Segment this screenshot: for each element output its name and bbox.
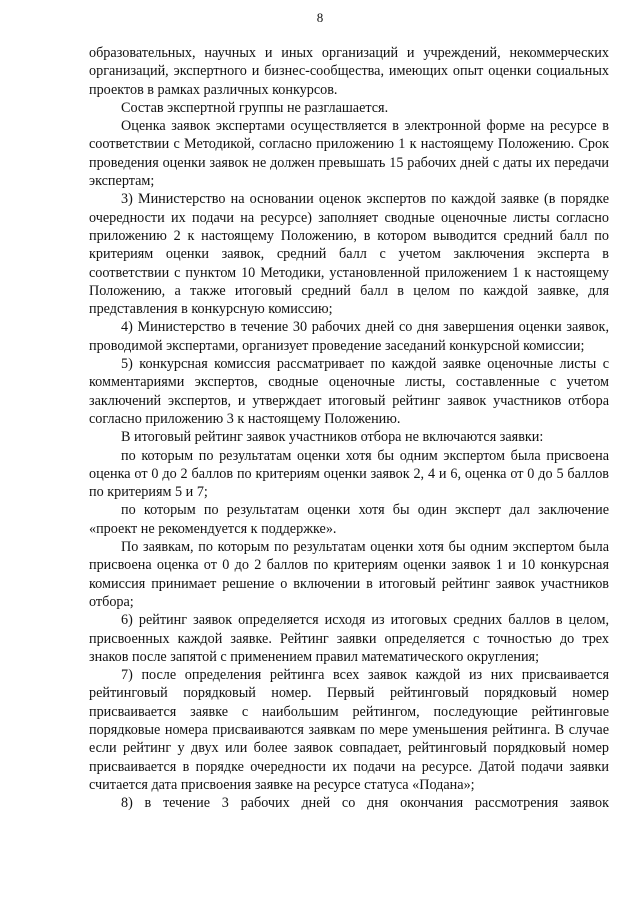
paragraph-exclusion-score: по которым по результатам оценки хотя бы одним экспертом была присвоена оценка от 0 до 2 баллов по критериям оценки заявок 2, 4 и 6, оценка от 0 до 5 баллов по критериям 5 и 7; [89, 447, 609, 501]
paragraph-item-7: 7) после определения рейтинга всех заявок каждой из них присваивается рейтинговый порядковый номер. Первый рейтинговый порядковый номер присваивается заявке с наибольшим рейтингом, последующие рейтинговые порядковые номера присваиваются заявкам по мере уменьшения рейтинга. В случае если рейтинг у двух или более заявок совпадает, рейтинговый порядковый номер присваивается в порядке очередности их подачи на ресурсе. Датой подачи заявки считается дата присвоения заявке на ресурсе статуса «Подана»; [89, 667, 609, 793]
page-number: 8 [316, 10, 324, 25]
paragraph-exclusion-conclusion: по которым по результатам оценки хотя бы один эксперт дал заключение «проект не рекомендуется к поддержке». [89, 502, 609, 537]
paragraph-expert-evaluation: Оценка заявок экспертами осуществляется в электронной форме на ресурсе в соответствии с Методикой, согласно приложению 1 к настоящему Положению. Срок проведения оценки заявок не должен превышать 15 рабочих дней с даты их передачи экспертам; [89, 118, 609, 190]
paragraph-item-5: 5) конкурсная комиссия рассматривает по каждой заявке оценочные листы с комментариями экспертов, сводные оценочные листы, составленные с учетом заключений экспертов, и утверждает итоговый рейтинг заявок участников отбора согласно приложению 3 к настоящему Положению. [89, 356, 609, 427]
paragraph-item-8: 8) в течение 3 рабочих дней со дня окончания рассмотрения заявок [121, 795, 609, 812]
paragraph-item-3: 3) Министерство на основании оценок экспертов по каждой заявке (в порядке очередности их подачи на ресурсе) заполняет сводные оценочные листы согласно приложению 2 к настоящему Положению, в котором выводится средний балл по критериям оценки заявок, средний балл с учетом заключения эксперта в соответствии с пунктом 10 Методики, установленной приложением 1 к настоящему Положению, а также итоговый средний балл в целом по каждой заявке, для представления в конкурсную комиссию; [89, 191, 609, 318]
paragraph-continuation: образовательных, научных и иных организаций и учреждений, некоммерческих организаций, экспертного и бизнес-сообщества, имеющих опыт оценки социальных проектов в рамках различных конкурсов. [89, 45, 609, 98]
document-body [89, 44, 609, 812]
paragraph-item-6: 6) рейтинг заявок определяется исходя из итоговых средних баллов в целом, присвоенных каждой заявке. Рейтинг заявки определяется с точностью до трех знаков после запятой с применением правил математического округления; [89, 612, 609, 665]
paragraph-item-4: 4) Министерство в течение 30 рабочих дней со дня завершения оценки заявок, проводимой экспертами, организует проведение заседаний конкурсной комиссии; [89, 319, 609, 354]
paragraph-expert-group-composition: Состав экспертной группы не разглашается. [121, 99, 389, 116]
paragraph-commission-decision: По заявкам, по которым по результатам оценки хотя бы одним экспертом была присвоена оценка от 0 до 2 баллов по критериям оценки заявок 1 и 10 конкурсная комиссия принимает решение о включении в итоговый рейтинг заявок участников отбора; [89, 539, 609, 610]
paragraph-rating-exclusions: В итоговый рейтинг заявок участников отбора не включаются заявки: [121, 429, 544, 446]
